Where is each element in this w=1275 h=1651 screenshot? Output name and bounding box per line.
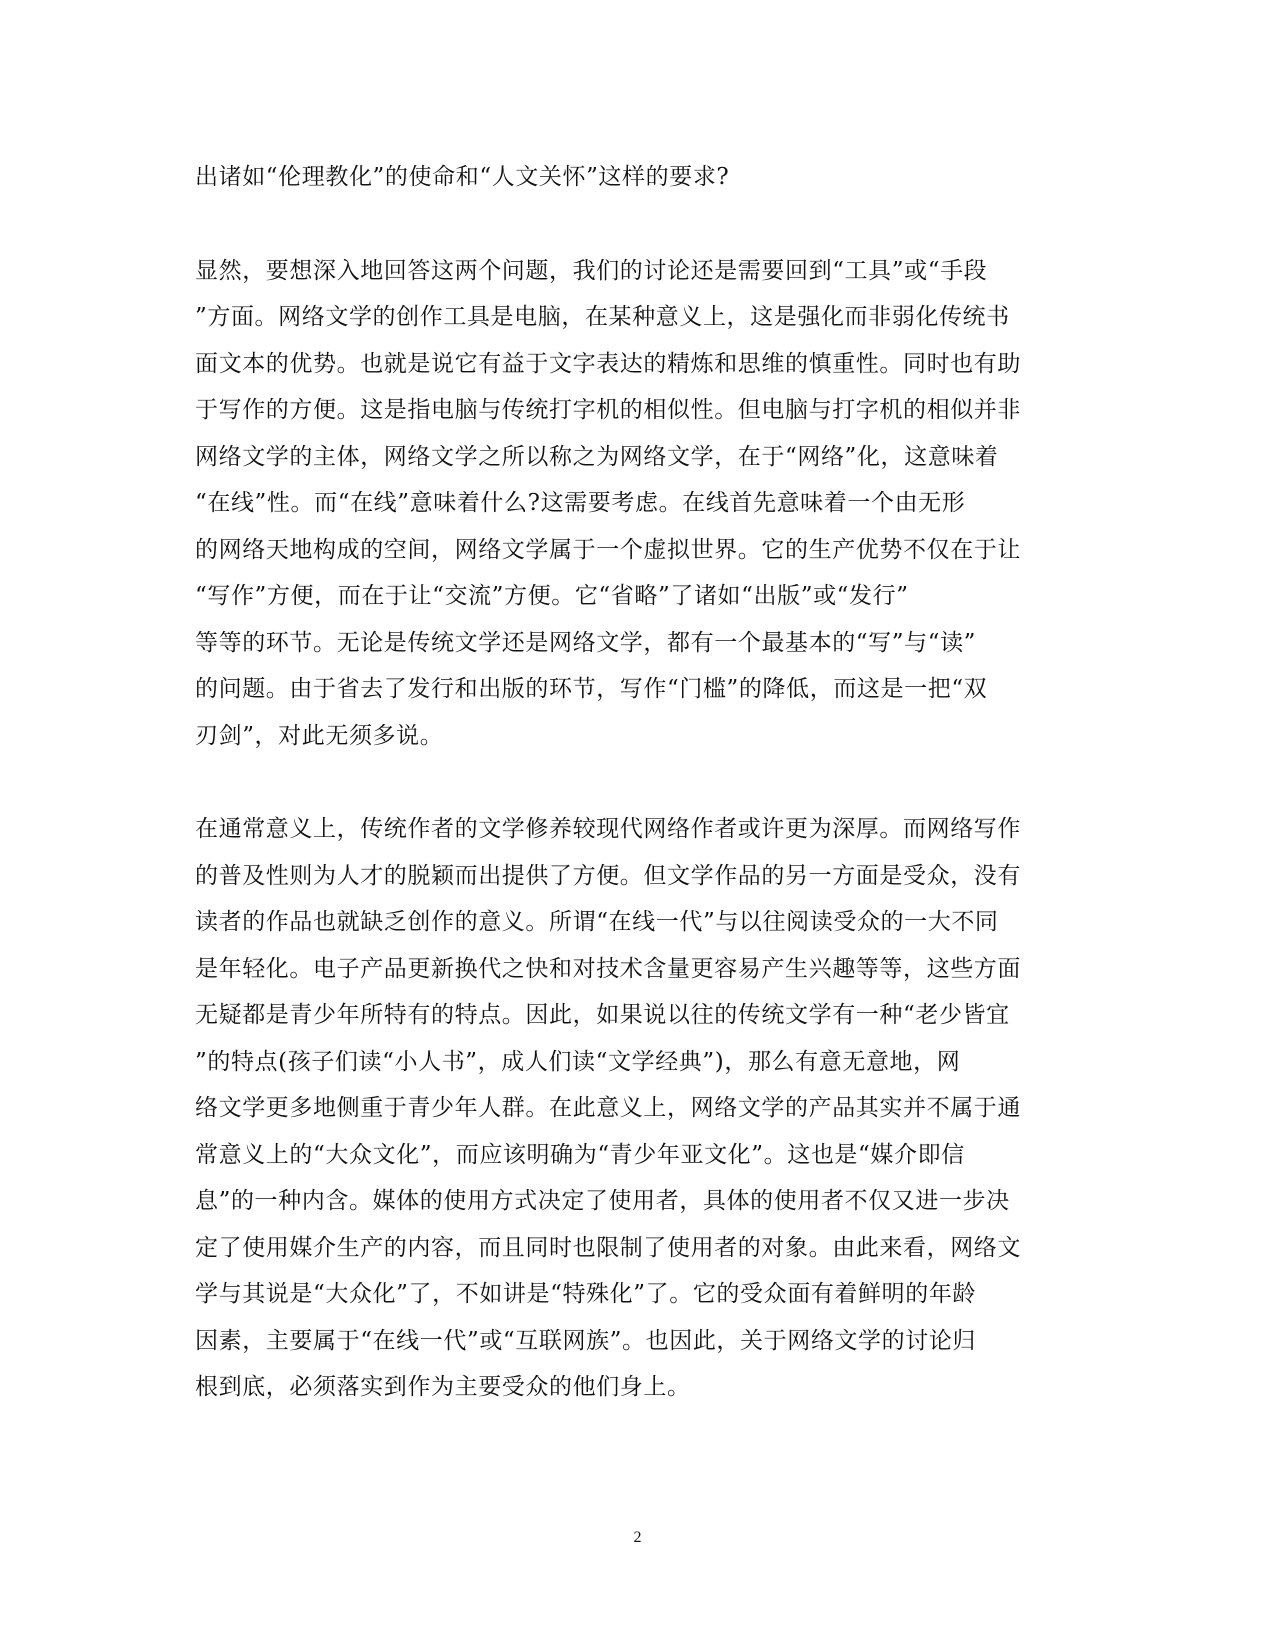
- paragraph-3-line-2: 的普及性则为人才的脱颖而出提供了方便。但文学作品的另一方面是受众，没有: [195, 863, 1021, 889]
- paragraph-3-line-3: 读者的作品也就缺乏创作的意义。所谓“在线一代”与以往阅读受众的一大不同: [195, 909, 999, 935]
- paragraph-2-line-4: 于写作的方便。这是指电脑与传统打字机的相似性。但电脑与打字机的相似并非: [195, 397, 1021, 423]
- paragraph-2-line-1: 显然，要想深入地回答这两个问题，我们的讨论还是需要回到“工具”或“手段: [195, 258, 988, 284]
- paragraph-2-line-7: 的网络天地构成的空间，网络文学属于一个虚拟世界。它的生产优势不仅在于让: [195, 537, 1021, 563]
- paragraph-1-line-1: 出诸如“伦理教化”的使命和“人文关怀”这样的要求?: [195, 164, 730, 190]
- paragraph-2-line-6: “在线”性。而“在线”意味着什么?这需要考虑。在线首先意味着一个由无形: [195, 490, 966, 516]
- paragraph-2-line-3: 面文本的优势。也就是说它有益于文字表达的精炼和思维的慎重性。同时也有助: [195, 351, 1021, 377]
- paragraph-2-line-10: 的问题。由于省去了发行和出版的环节，写作“门槛”的降低，而这是一把“双: [195, 676, 988, 702]
- paragraph-3-line-6: ”的特点(孩子们读“小人书”，成人们读“文学经典”)，那么有意无意地，网: [195, 1049, 961, 1075]
- paragraph-2-line-9: 等等的环节。无论是传统文学还是网络文学，都有一个最基本的“写”与“读”: [195, 630, 977, 656]
- paragraph-3-line-8: 常意义上的“大众文化”，而应该明确为“青少年亚文化”。这也是“媒介即信: [195, 1142, 965, 1168]
- paragraph-3-line-13: 根到底，必须落实到作为主要受众的他们身上。: [195, 1374, 691, 1400]
- paragraph-3-line-9: 息”的一种内含。媒体的使用方式决定了使用者，具体的使用者不仅又进一步决: [195, 1188, 1010, 1214]
- paragraph-2-line-2: ”方面。网络文学的创作工具是电脑，在某种意义上，这是强化而非弱化传统书: [195, 304, 1010, 330]
- paragraph-3-line-10: 定了使用媒介生产的内容，而且同时也限制了使用者的对象。由此来看，网络文: [195, 1235, 1021, 1261]
- paragraph-3-line-11: 学与其说是“大众化”了，不如讲是“特殊化”了。它的受众面有着鲜明的年龄: [195, 1281, 977, 1307]
- paragraph-2-line-5: 网络文学的主体，网络文学之所以称之为网络文学，在于“网络”化，这意味着: [195, 444, 999, 470]
- paragraph-3-line-12: 因素，主要属于“在线一代”或“互联网族”。也因此，关于网络文学的讨论归: [195, 1328, 977, 1354]
- paragraph-3-line-4: 是年轻化。电子产品更新换代之快和对技术含量更容易产生兴趣等等，这些方面: [195, 956, 1021, 982]
- paragraph-3-line-5: 无疑都是青少年所特有的特点。因此，如果说以往的传统文学有一种“老少皆宜: [195, 1002, 1010, 1028]
- paragraph-2-line-8: “写作”方便，而在于让“交流”方便。它“省略”了诸如“出版”或“发行”: [195, 583, 909, 609]
- page-number: 2: [633, 1529, 642, 1546]
- paragraph-2-line-11: 刃剑”，对此无须多说。: [195, 723, 444, 749]
- paragraph-3-line-7: 络文学更多地侧重于青少年人群。在此意义上，网络文学的产品其实并不属于通: [195, 1095, 1021, 1121]
- paragraph-3-line-1: 在通常意义上，传统作者的文学修养较现代网络作者或许更为深厚。而网络写作: [195, 816, 1021, 842]
